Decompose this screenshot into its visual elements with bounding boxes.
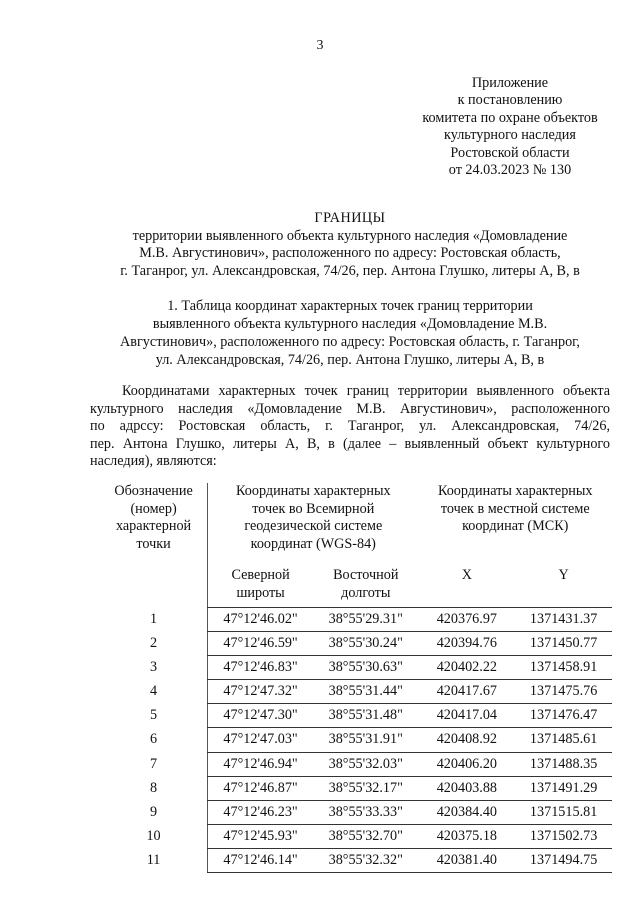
table-title bbox=[70, 297, 630, 369]
point-number-cell: 9 bbox=[150, 803, 158, 820]
header-longitude: Восточной долготы bbox=[313, 567, 418, 608]
title-line: территории выявленного объекта культурного наследия «Домовладение bbox=[132, 227, 568, 244]
header-latitude: Северной широты bbox=[208, 567, 313, 608]
table-row bbox=[100, 824, 612, 848]
latitude-cell: 47°12'47.32" bbox=[208, 680, 313, 704]
longitude-cell: 38°55'32.70" bbox=[313, 824, 418, 848]
title-line: М.В. Августинович», расположенного по адресу: Ростовская область, bbox=[139, 245, 561, 262]
table-title-line: Августинович», расположенного по адресу: Ростовская область, г. Таганрог, bbox=[120, 334, 580, 350]
longitude-cell: 38°55'33.33" bbox=[313, 800, 418, 824]
appendix-line: от 24.03.2023 № 130 bbox=[448, 162, 572, 179]
table-body bbox=[100, 608, 612, 873]
intro-line: наследия), являются: bbox=[90, 453, 217, 469]
longitude-cell: 38°55'30.63" bbox=[313, 656, 418, 680]
header-wgs84: Координаты характерных точек во Всемирной геодезической системе координат (WGS-84) bbox=[208, 483, 419, 567]
latitude-cell: 47°12'46.02" bbox=[208, 608, 313, 632]
page-number: 3 bbox=[316, 38, 324, 53]
header-y: Y bbox=[515, 567, 612, 608]
latitude-cell: 47°12'46.83" bbox=[208, 656, 313, 680]
intro-line: пер. Антона Глушко, литеры А, В, в (далее – выявленный объект культурного bbox=[90, 435, 610, 452]
table-row bbox=[100, 680, 612, 704]
y-coordinate-cell: 1371491.29 bbox=[515, 776, 612, 800]
y-coordinate-cell: 1371515.81 bbox=[515, 800, 612, 824]
table-row bbox=[100, 800, 612, 824]
header-msk: Координаты характерных точек в местной системе координат (МСК) bbox=[437, 483, 593, 534]
x-coordinate-cell: 420381.40 bbox=[418, 848, 515, 872]
intro-line: Координатами характерных точек границ территории выявленного объекта bbox=[122, 383, 610, 399]
latitude-cell: 47°12'46.87" bbox=[208, 776, 313, 800]
table-row bbox=[100, 656, 612, 680]
table-title-line: выявленного объекта культурного наследия «Домовладение М.В. bbox=[152, 316, 548, 332]
intro-line: культурного наследия «Домовладение М.В. Августинович», расположенного bbox=[90, 400, 610, 417]
title-main: ГРАНИЦЫ bbox=[314, 210, 386, 226]
y-coordinate-cell: 1371494.75 bbox=[515, 848, 612, 872]
longitude-cell: 38°55'32.17" bbox=[313, 776, 418, 800]
y-coordinate-cell: 1371431.37 bbox=[515, 608, 612, 632]
appendix-line: комитета по охране объектов bbox=[422, 109, 598, 126]
x-coordinate-cell: 420406.20 bbox=[418, 752, 515, 776]
y-coordinate-cell: 1371450.77 bbox=[515, 632, 612, 656]
point-number-cell: 7 bbox=[150, 755, 158, 772]
latitude-cell: 47°12'45.93" bbox=[208, 824, 313, 848]
longitude-cell: 38°55'32.03" bbox=[313, 752, 418, 776]
x-coordinate-cell: 420376.97 bbox=[418, 608, 515, 632]
appendix-line: культурного наследия bbox=[444, 127, 576, 144]
document-title bbox=[70, 210, 630, 280]
latitude-cell: 47°12'46.59" bbox=[208, 632, 313, 656]
table-row bbox=[100, 728, 612, 752]
y-coordinate-cell: 1371488.35 bbox=[515, 752, 612, 776]
longitude-cell: 38°55'29.31" bbox=[313, 608, 418, 632]
y-coordinate-cell: 1371502.73 bbox=[515, 824, 612, 848]
x-coordinate-cell: 420403.88 bbox=[418, 776, 515, 800]
latitude-cell: 47°12'46.14" bbox=[208, 848, 313, 872]
latitude-cell: 47°12'47.30" bbox=[208, 704, 313, 728]
table-row bbox=[100, 608, 612, 632]
latitude-cell: 47°12'47.03" bbox=[208, 728, 313, 752]
point-number-cell: 2 bbox=[150, 635, 158, 652]
longitude-cell: 38°55'32.32" bbox=[313, 848, 418, 872]
x-coordinate-cell: 420375.18 bbox=[418, 824, 515, 848]
x-coordinate-cell: 420417.67 bbox=[418, 680, 515, 704]
table-row bbox=[100, 848, 612, 872]
longitude-cell: 38°55'30.24" bbox=[313, 632, 418, 656]
longitude-cell: 38°55'31.44" bbox=[313, 680, 418, 704]
point-number-cell: 10 bbox=[146, 827, 161, 844]
longitude-cell: 38°55'31.48" bbox=[313, 704, 418, 728]
table-row bbox=[100, 776, 612, 800]
latitude-cell: 47°12'46.23" bbox=[208, 800, 313, 824]
x-coordinate-cell: 420417.04 bbox=[418, 704, 515, 728]
point-number-cell: 8 bbox=[150, 779, 158, 796]
header-point-number: Обозначение (номер) характерной точки bbox=[114, 483, 193, 552]
header-x: X bbox=[418, 567, 515, 608]
intro-line: по адрссу: Ростовская область, г. Таганрог, ул. Александровская, 74/26, bbox=[90, 418, 610, 434]
appendix-line: Ростовской области bbox=[450, 144, 570, 161]
appendix-line: к постановлению bbox=[457, 92, 563, 109]
x-coordinate-cell: 420408.92 bbox=[418, 728, 515, 752]
point-number-cell: 11 bbox=[146, 851, 161, 868]
table-row bbox=[100, 632, 612, 656]
table-title-line: ул. Александровская, 74/26, пер. Антона Глушко, литеры А, В, в bbox=[155, 352, 545, 368]
point-number-cell: 4 bbox=[150, 683, 158, 700]
table-title-line: 1. Таблица координат характерных точек границ территории bbox=[167, 298, 533, 314]
appendix-header bbox=[392, 75, 628, 179]
table-row bbox=[100, 704, 612, 728]
y-coordinate-cell: 1371476.47 bbox=[515, 704, 612, 728]
point-number-cell: 3 bbox=[150, 659, 158, 676]
x-coordinate-cell: 420384.40 bbox=[418, 800, 515, 824]
table-row bbox=[100, 752, 612, 776]
intro-paragraph bbox=[90, 383, 610, 471]
coordinates-table bbox=[100, 483, 612, 873]
x-coordinate-cell: 420394.76 bbox=[418, 632, 515, 656]
point-number-cell: 1 bbox=[150, 611, 158, 627]
longitude-cell: 38°55'31.91" bbox=[313, 728, 418, 752]
x-coordinate-cell: 420402.22 bbox=[418, 656, 515, 680]
latitude-cell: 47°12'46.94" bbox=[208, 752, 313, 776]
point-number-cell: 6 bbox=[150, 731, 158, 748]
y-coordinate-cell: 1371485.61 bbox=[515, 728, 612, 752]
point-number-cell: 5 bbox=[150, 707, 158, 724]
appendix-line: Приложение bbox=[471, 75, 549, 91]
y-coordinate-cell: 1371475.76 bbox=[515, 680, 612, 704]
y-coordinate-cell: 1371458.91 bbox=[515, 656, 612, 680]
title-line: г. Таганрог, ул. Александровская, 74/26, пер. Антона Глушко, литеры А, В, в bbox=[120, 262, 580, 279]
